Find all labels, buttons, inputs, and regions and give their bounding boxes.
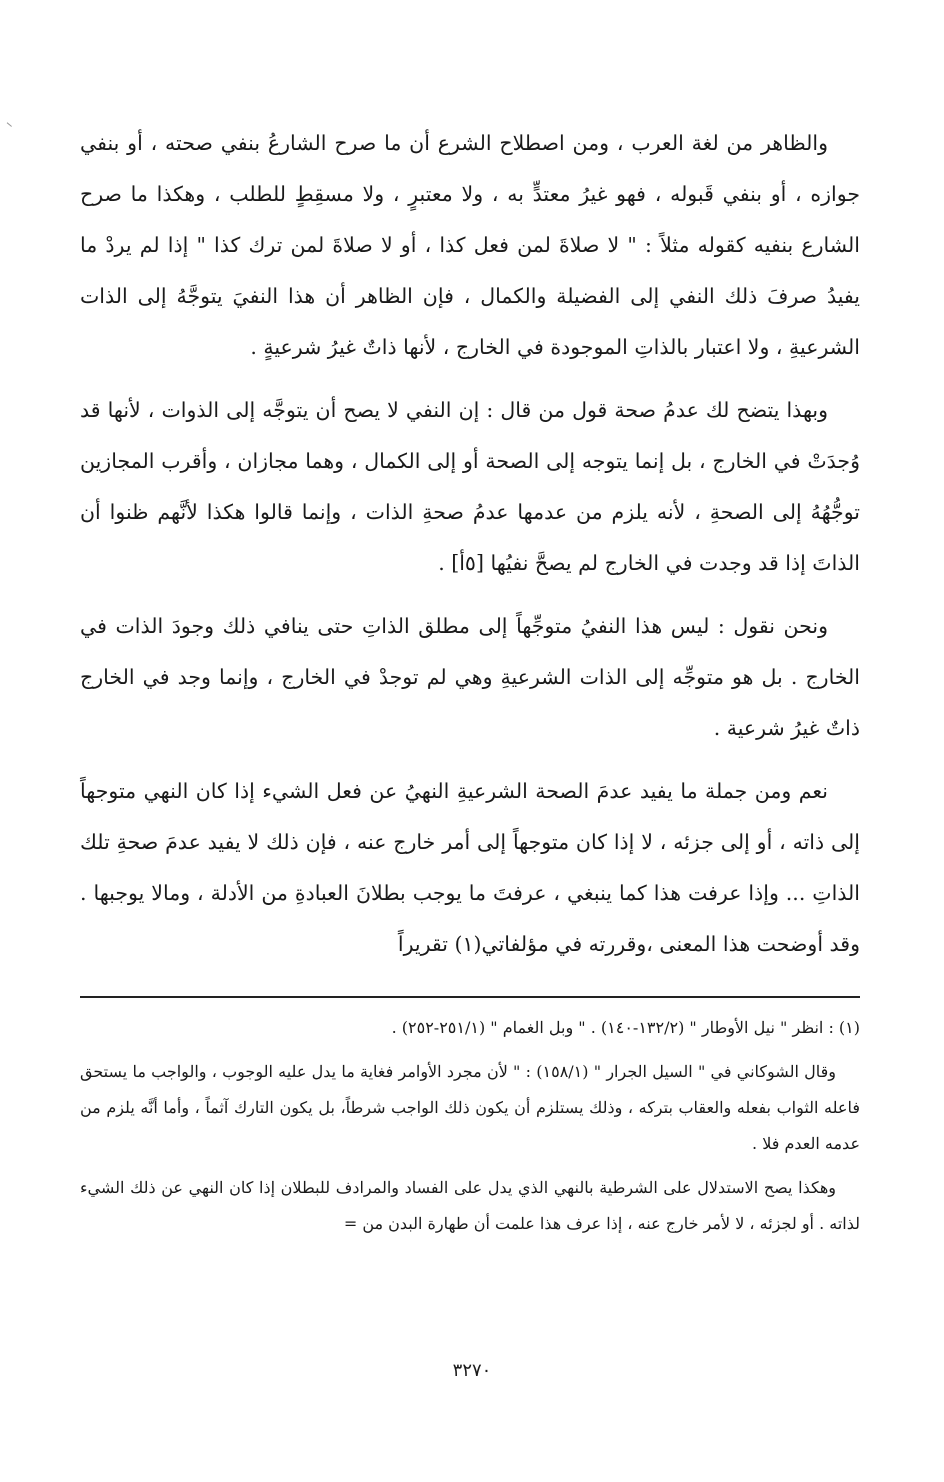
paragraph-4: نعم ومن جملة ما يفيد عدمَ الصحة الشرعيةِ النهيُ عن فعل الشيء إذا كان النهي متوجهاً إلى ذاته ، أو إلى جزئه ، لا إذا كان متوجهاً إلى أمر خارج عنه ، فإن ذلك لا يفيد عدمَ صحةِ تلك الذاتِ ... وإذا عرفت هذا كما ينبغي ، عرفتَ ما يوجب بطلانَ العبادةِ من الأدلة ، ومالا يوجبها . وقد أوضحت هذا المعنى ،وقررته في مؤلفاتي(١) تقريراً <box>80 779 860 956</box>
main-text-body <box>80 118 860 982</box>
footnote-quote-2: وهكذا يصح الاستدلال على الشرطية بالنهي الذي يدل على الفساد والمرادف للبطلان إذا كان النهي عن ذلك الشيء لذاته . أو لجزئه ، لا لأمر خارج عنه ، إذا عرف هذا علمت أن طهارة البدن من = <box>80 1178 860 1233</box>
footnotes-section <box>80 1010 860 1250</box>
page-number: ٣٢٧٠ <box>452 1360 492 1381</box>
paragraph-1: والظاهر من لغة العرب ، ومن اصطلاح الشرع أن ما صرح الشارعُ بنفي صحته ، أو بنفي جوازه ، أو بنفي قَبوله ، فهو غيرُ معتدٍّ به ، ولا معتبرٍ ، ولا مسقِطٍ للطلب ، وهكذا ما صرح الشارع بنفيه كقوله مثلاً : " لا صلاةَ لمن فعل كذا ، أو لا صلاةَ لمن ترك كذا " إذا لم يردْ ما يفيدُ صرفَ ذلك النفي إلى الفضيلة والكمال ، فإن الظاهر أن هذا النفيَ يتوجَّهُ إلى الذات الشرعيةِ ، ولا اعتبار بالذاتِ الموجودة في الخارج ، لأنها ذاتٌ غيرُ شرعيةٍ . <box>80 131 860 359</box>
paragraph-3: ونحن نقول : ليس هذا النفيُ متوجِّهاً إلى مطلق الذاتِ حتى ينافي ذلك وجودَ الذات في الخارج . بل هو متوجِّه إلى الذات الشرعيةِ وهي لم توجدْ في الخارج ، وإنما وجد في الخارج ذاتٌ غيرُ شرعية . <box>80 614 860 740</box>
footnote-quote-1: وقال الشوكاني في " السيل الجرار " (١٥٨/١) : " لأن مجرد الأوامر فغاية ما يدل عليه الوجوب ، والواجب ما يستحق فاعله الثواب بفعله والعقاب بتركه ، وذلك يستلزم أن يكون ذلك الواجب شرطاً، بل يكون التارك آثماً ، وأما أنَّه يلزم من عدمه العدم فلا . <box>80 1062 860 1153</box>
paragraph-2: وبهذا يتضح لك عدمُ صحة قول من قال : إن النفي لا يصح أن يتوجَّه إلى الذوات ، لأنها قد وُجدَتْ في الخارج ، بل إنما يتوجه إلى الصحة أو إلى الكمال ، وهما مجازان ، وأقرب المجازين توجُّهُهُ إلى الصحةِ ، لأنه يلزم من عدمها عدمُ صحةِ الذات ، وإنما قالوا هكذا لأنَّهم ظنوا أن الذاتَ إذا قد وجدت في الخارج لم يصحَّ نفيُها [٥أ] . <box>80 398 860 575</box>
footnote-1: (١) : انظر " نيل الأوطار " (١٣٢/٢-١٤٠) . " وبل الغمام " (٢٥١/١-٢٥٢) . <box>391 1018 860 1037</box>
footnote-separator <box>80 996 860 998</box>
scan-margin-mark <box>6 122 12 127</box>
